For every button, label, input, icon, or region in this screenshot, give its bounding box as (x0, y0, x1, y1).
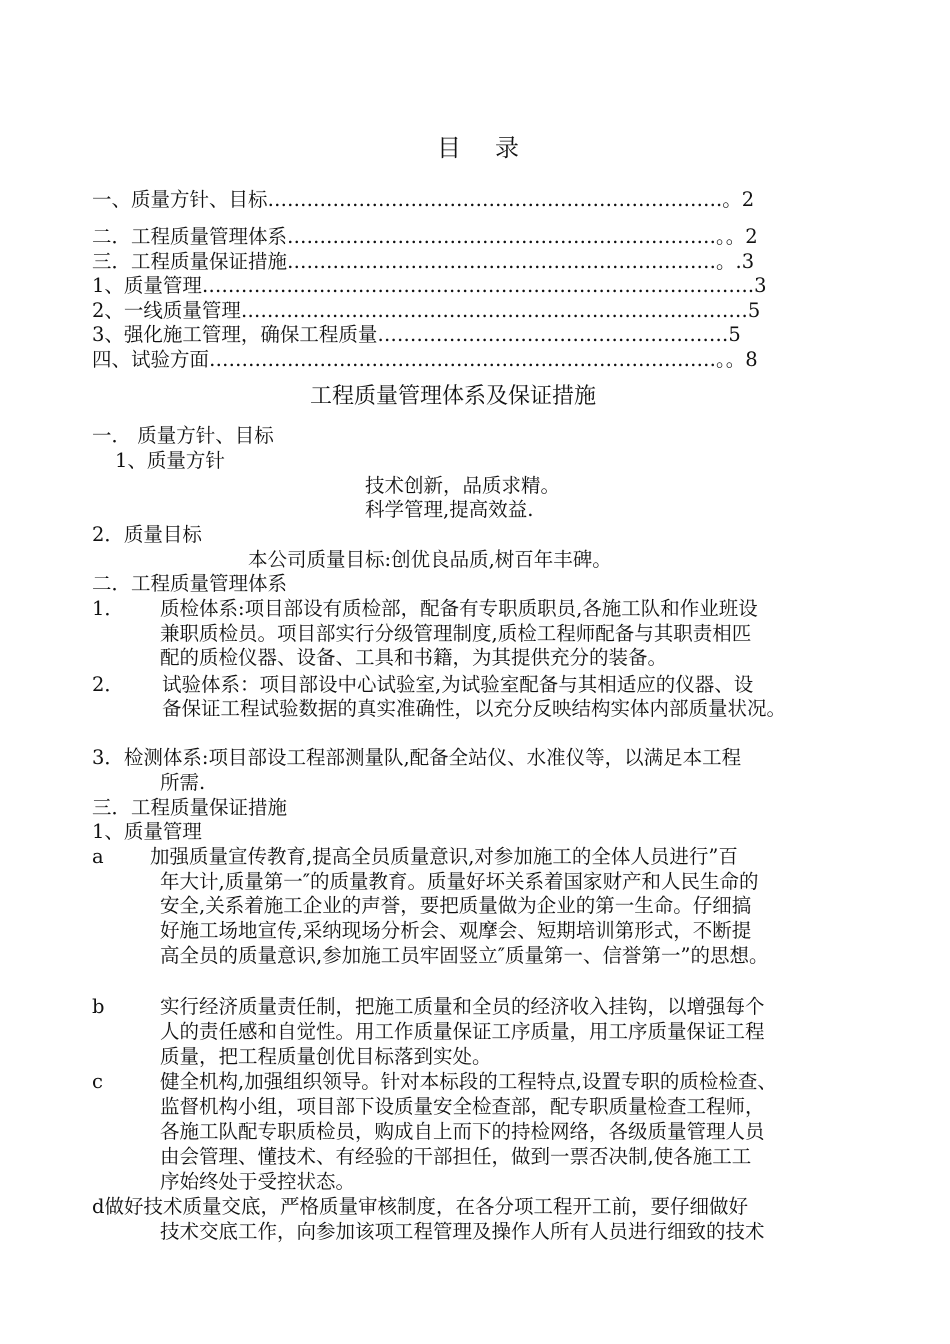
item-marker: 1． (92, 597, 124, 620)
paragraph-line: 质检体系:项目部设有质检部，配备有专职质职员,各施工队和作业班设 (160, 597, 758, 620)
paragraph-line: 健全机构,加强组织领导。针对本标段的工程特点,设置专职的质检检查、 (160, 1070, 777, 1093)
toc-entry: 1、质量管理………………………………………………………………………….3 (92, 274, 767, 297)
toc-entry: 三．工程质量保证措施…………………………………………………………。.3 (92, 250, 755, 273)
toc-entry: 四、试验方面……………………………………………………………………。。8 (92, 348, 758, 371)
paragraph-line: 好施工场地宣传,采纳现场分析会、观摩会、短期培训第形式，不断提 (160, 919, 752, 942)
paragraph-line: 试验体系：项目部设中心试验室,为试验室配备与其相适应的仪器、设 (162, 673, 754, 696)
item-marker: a (92, 845, 104, 868)
paragraph-line: 由会管理、懂技术、有经验的干部担任，做到一票否决制,使各施工工 (160, 1145, 752, 1168)
paragraph-line: 监督机构小组，项目部下设质量安全检查部，配专职质量检查工程师， (160, 1095, 765, 1118)
paragraph-line: 技术交底工作，向参加该项工程管理及操作人所有人员进行细致的技术 (160, 1220, 765, 1243)
section-heading: 一． 质量方针、目标 (92, 424, 274, 447)
paragraph-line: 所需. (160, 771, 206, 794)
subsection-heading: 1、质量方针 (115, 449, 225, 472)
document-title: 工程质量管理体系及保证措施 (310, 384, 597, 409)
paragraph-line: 安全,关系着施工企业的声誉，要把质量做为企业的第一生命。仔细搞 (160, 894, 752, 917)
paragraph-line: 序始终处于受控状态。 (160, 1170, 356, 1193)
paragraph-line: 配的质检仪器、设备、工具和书籍，为其提供充分的装备。 (160, 646, 668, 669)
policy-line: 科学管理,提高效益. (365, 498, 534, 521)
toc-entry: 3、强化施工管理，确保工程质量………………………………………………5 (92, 323, 741, 346)
paragraph-line: 备保证工程试验数据的真实准确性，以充分反映结构实体内部质量状况。 (162, 697, 787, 720)
item-marker: c (92, 1070, 103, 1093)
paragraph-line: 兼职质检员。项目部实行分级管理制度,质检工程师配备与其职责相匹 (160, 622, 752, 645)
section-heading: 三．工程质量保证措施 (92, 796, 288, 819)
toc-entry: 一、质量方针、目标…………………………………………………………….。2 (92, 188, 755, 211)
policy-line: 技术创新，品质求精。 (365, 474, 561, 497)
paragraph-line: 加强质量宣传教育,提高全员质量意识,对参加施工的全体人员进行”百 (150, 845, 738, 868)
section-heading: 二．工程质量管理体系 (92, 572, 288, 595)
paragraph-line: 质量，把工程质量创优目标落到实处。 (160, 1045, 492, 1068)
toc-entry: 二．工程质量管理体系…………………………………………………………。。2 (92, 225, 758, 248)
subsection-heading: 1、质量管理 (92, 820, 202, 843)
goal-text: 本公司质量目标:创优良品质,树百年丰碑。 (248, 548, 612, 571)
paragraph-line: 实行经济质量责任制，把施工质量和全员的经济收入挂钩，以增强每个 (160, 995, 765, 1018)
subsection-heading: 2．质量目标 (92, 523, 202, 546)
toc-title: 目录 (437, 134, 553, 162)
item-marker: 2． (92, 673, 124, 696)
paragraph-line: d做好技术质量交底，严格质量审核制度，在各分项工程开工前，要仔细做好 (92, 1195, 748, 1218)
toc-entry: 2、一线质量管理……………………………………………………………………5 (92, 299, 761, 322)
paragraph-line: 年大计,质量第一″的质量教育。质量好坏关系着国家财产和人民生命的 (160, 870, 759, 893)
paragraph-line: 高全员的质量意识,参加施工员牢固竖立″质量第一、信誉第一”的思想。 (160, 944, 769, 967)
paragraph-line: 3．检测体系:项目部设工程部测量队,配备全站仪、水准仪等，以满足本工程 (92, 746, 742, 769)
paragraph-line: 各施工队配专职质检员，购成自上而下的持检网络，各级质量管理人员 (160, 1120, 765, 1143)
paragraph-line: 人的责任感和自觉性。用工作质量保证工序质量，用工序质量保证工程 (160, 1020, 765, 1043)
item-marker: b (92, 995, 105, 1018)
